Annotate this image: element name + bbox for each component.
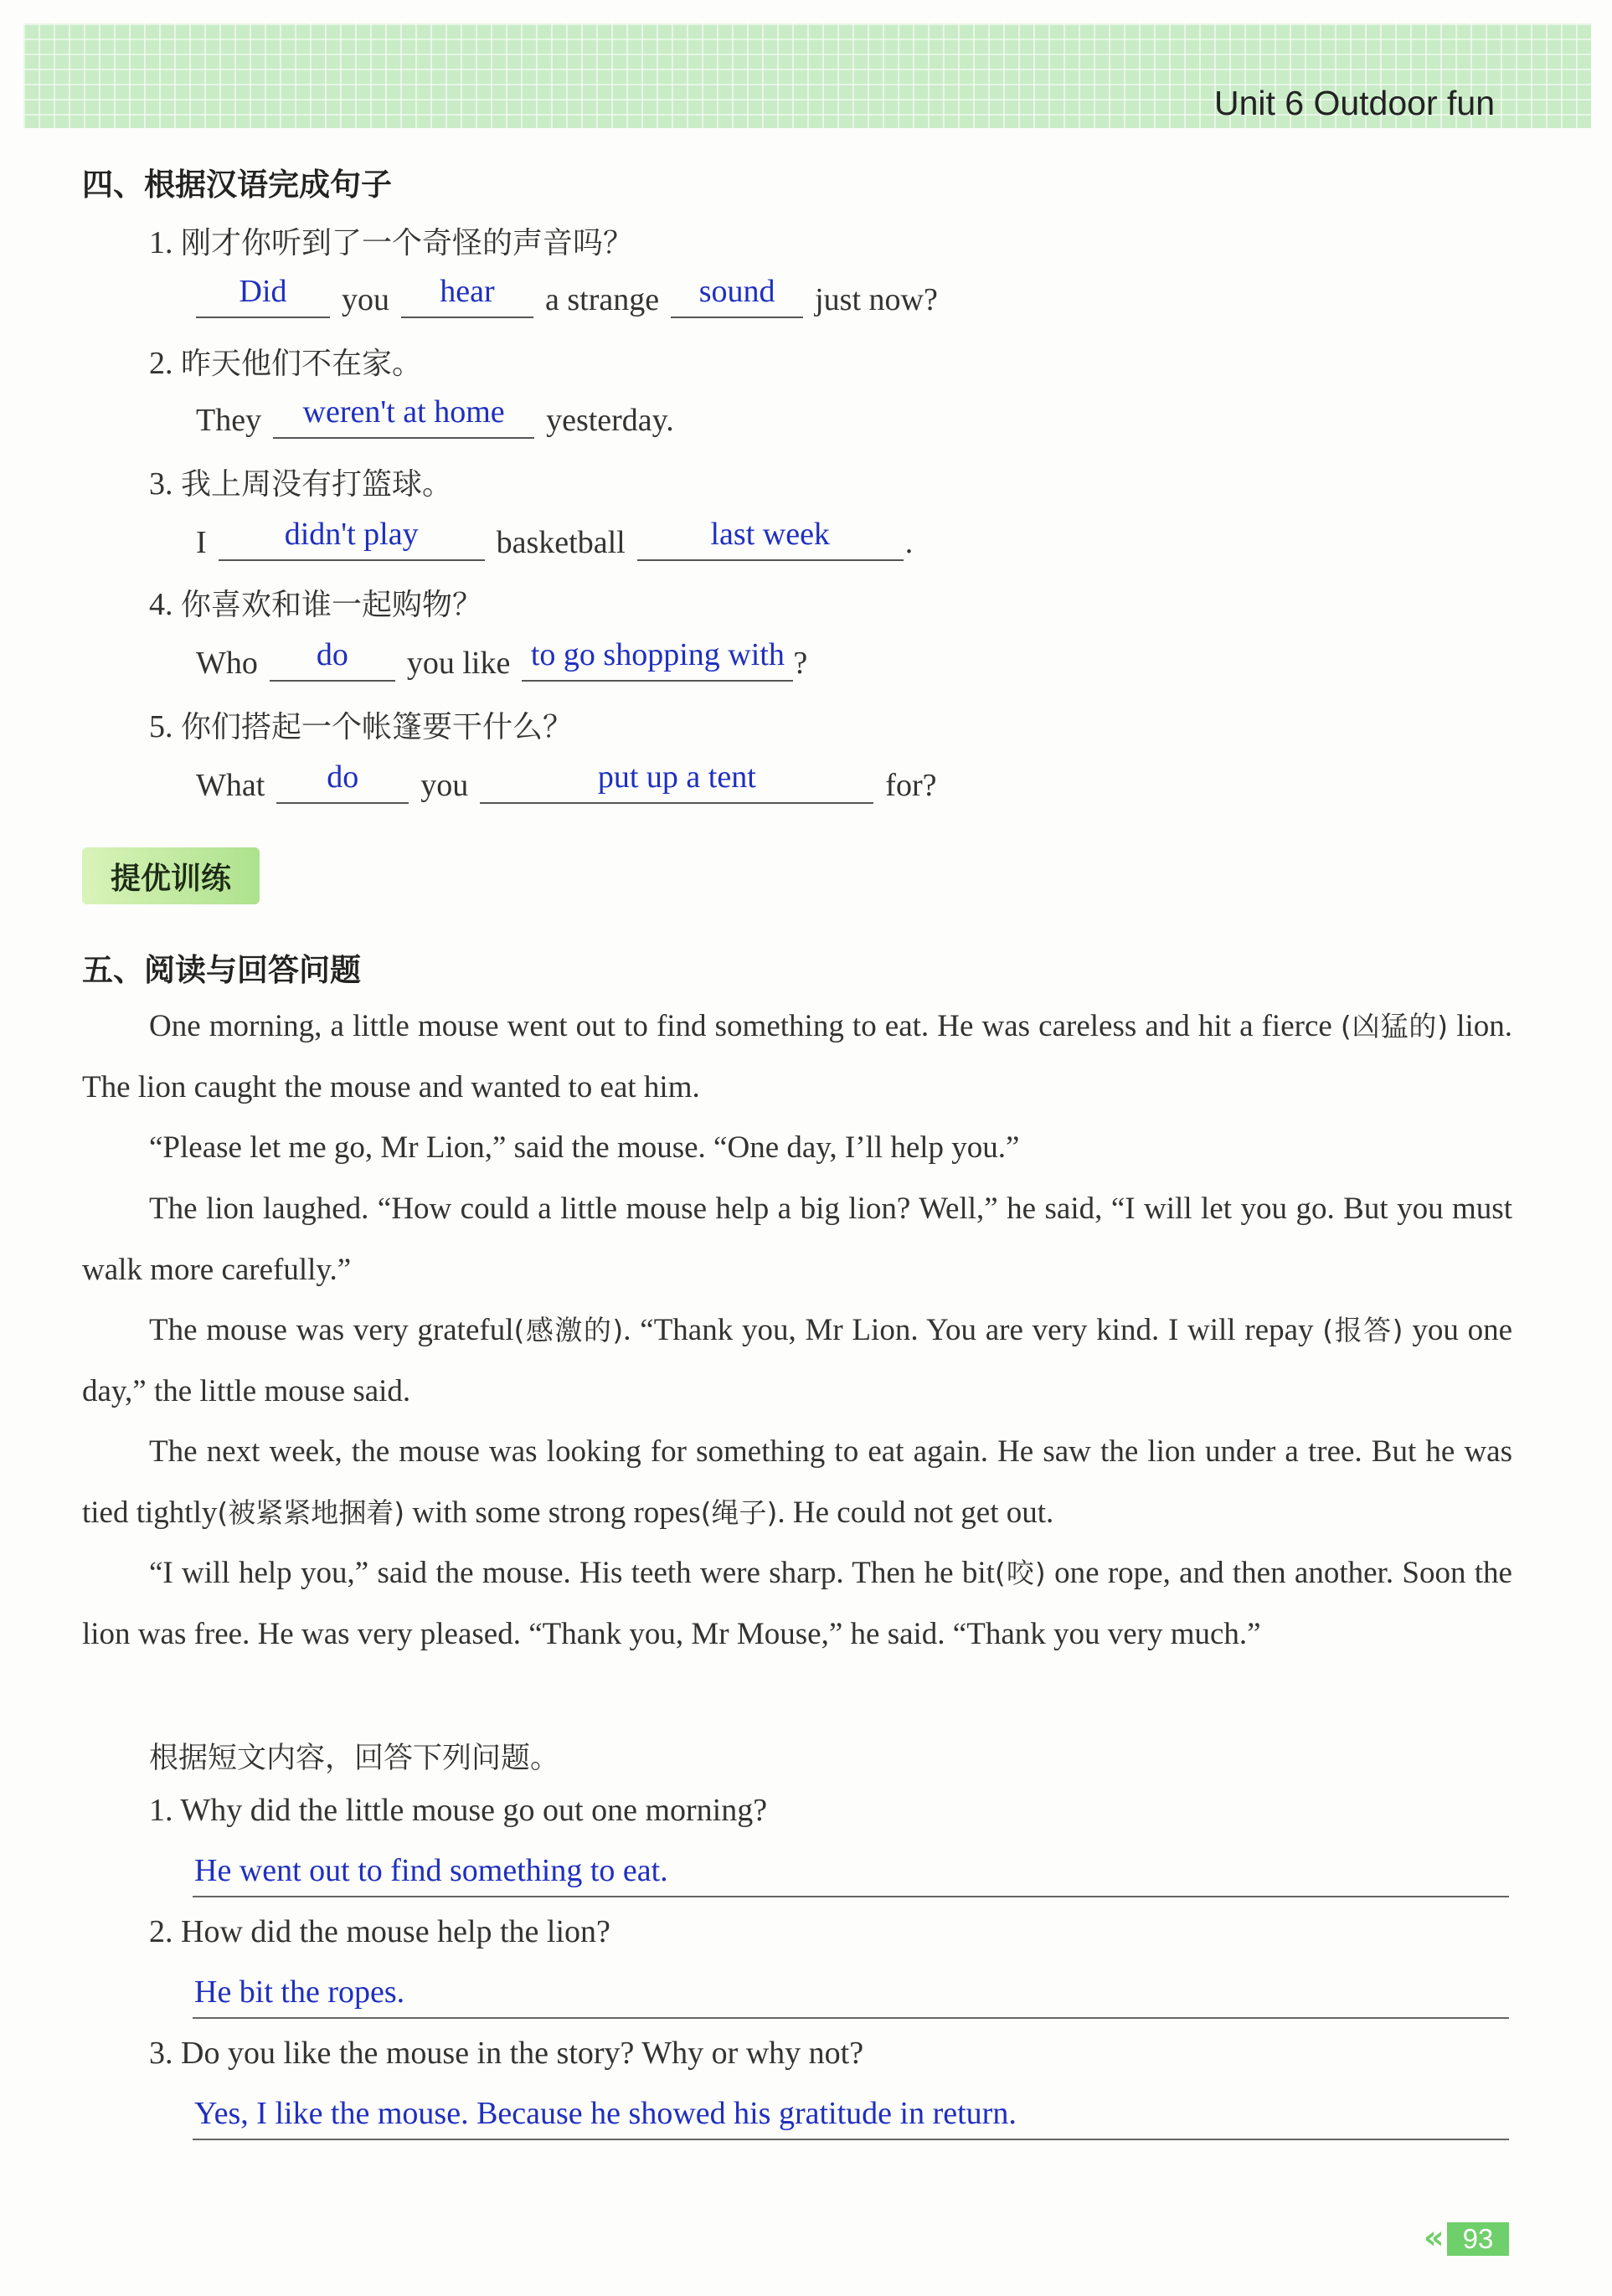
item1-text-3: just now?: [815, 282, 938, 317]
item3-number: 3.: [149, 466, 173, 502]
para3-text: The lion laughed. “How could a little mouse help a big lion? Well,” he said, “I will let you go. But you must walk more carefully.”: [82, 1192, 1512, 1287]
item2-text-1: They: [196, 403, 262, 438]
item3-blank-2[interactable]: [637, 519, 904, 561]
para5-gloss-2: (绳子): [700, 1495, 778, 1529]
question3-text: Do you like the mouse in the story? Why or why not?: [181, 2036, 864, 2071]
unit-title: Unit 6 Outdoor fun: [1213, 84, 1495, 122]
para5-gloss-1: (被紧紧地捆着): [217, 1495, 405, 1529]
section4-heading: 四、根据汉语完成句子: [82, 167, 392, 203]
item3-sentence: [196, 519, 913, 561]
para4-gloss-2: (报答): [1322, 1314, 1403, 1346]
story-paragraph-5: [82, 1422, 1512, 1543]
item1-blank-2[interactable]: [401, 276, 533, 318]
item5-sentence: [196, 759, 937, 804]
item4-blank-1[interactable]: [270, 637, 395, 682]
item3-answer-1: didn't play: [284, 517, 419, 552]
page-number: 93: [1447, 2222, 1509, 2256]
story-paragraph-3: [82, 1179, 1512, 1300]
para1-text-b: lion. The lion caught the mouse and wanted to eat him.: [82, 1009, 1513, 1104]
instruction: 根据短文内容，回答下列问题。: [149, 1742, 560, 1775]
item2-text-2: yesterday.: [546, 403, 674, 438]
para1-text-a: One morning, a little mouse went out to find something to eat. He was careless and hit a fierce: [149, 1009, 1341, 1043]
answer-1: He went out to find something to eat.: [194, 1853, 668, 1888]
answer-line-3[interactable]: [193, 2087, 1509, 2140]
answer-line-1[interactable]: [193, 1844, 1509, 1897]
item5-number: 5.: [149, 709, 173, 744]
item1-answer-1: Did: [239, 274, 287, 309]
item4-answer-1: do: [316, 637, 348, 672]
item5-text-3: for?: [885, 768, 937, 803]
item3-text-3: .: [904, 525, 914, 560]
para4-text-a: The mouse was very grateful: [149, 1313, 514, 1347]
answer-3: Yes, I like the mouse. Because he showed his gratitude in return.: [194, 2096, 1017, 2131]
question2-number: 2.: [149, 1914, 173, 1949]
item2-prompt: [149, 340, 422, 383]
para1-gloss: (凶猛的): [1340, 1010, 1449, 1042]
para6-text-b: one rope, and then another. Soon the lion was free. He was very pleased. “Thank you, Mr Mouse,” he said. “Thank you very much.”: [82, 1556, 1512, 1651]
para4-text-b: . “Thank you, Mr Lion. You are very kind. I will repay: [623, 1313, 1323, 1347]
item1-prompt: [149, 219, 633, 262]
item4-number: 4.: [149, 587, 173, 622]
item4-answer-2: to go shopping with: [530, 637, 785, 672]
item5-prompt: [149, 703, 573, 746]
section5-heading: 五、阅读与回答问题: [82, 952, 361, 988]
para5-text-a: The next week, the mouse was looking for something to eat again. He saw the lion under a tree. But he was tied tightly: [82, 1434, 1512, 1530]
para6-text-a: “I will help you,” said the mouse. His teeth were sharp. Then he bit: [149, 1556, 995, 1590]
item3-prompt: [149, 461, 452, 503]
training-banner: 提优训练: [82, 847, 260, 904]
item1-answer-2: hear: [440, 274, 495, 309]
item1-number: 1.: [149, 225, 173, 260]
item3-blank-1[interactable]: [219, 519, 485, 561]
story-paragraph-1: [82, 996, 1512, 1118]
item4-prompt: [149, 581, 482, 624]
question-3: [149, 2035, 863, 2072]
item1-text-1: you: [342, 282, 389, 317]
item2-number: 2.: [149, 346, 173, 381]
story-paragraph-6: [82, 1543, 1512, 1665]
question3-number: 3.: [149, 2036, 173, 2071]
question1-text: Why did the little mouse go out one morning?: [180, 1793, 768, 1828]
para5-text-b: with some strong ropes: [404, 1495, 701, 1530]
answer-line-2[interactable]: [193, 1965, 1509, 2019]
item5-answer-1: do: [327, 759, 359, 795]
para4-gloss-1: (感激的): [513, 1314, 624, 1346]
item5-text-1: What: [196, 768, 265, 803]
item3-text-1: I: [196, 525, 207, 560]
para6-gloss: (咬): [994, 1557, 1046, 1589]
item2-answer-1: weren't at home: [302, 394, 505, 430]
item4-text-2: you like: [406, 646, 511, 681]
item5-text-2: you: [420, 768, 469, 803]
para2-text: “Please let me go, Mr Lion,” said the mouse. “One day, I’ll help you.”: [149, 1130, 1020, 1165]
para5-text-c: . He could not get out.: [777, 1495, 1054, 1530]
item4-text-1: Who: [196, 646, 258, 681]
item1-chinese: 刚才你听到了一个奇怪的声音吗？: [181, 226, 634, 260]
question1-number: 1.: [149, 1793, 173, 1828]
item3-answer-2: last week: [710, 517, 830, 552]
item5-blank-2[interactable]: [480, 759, 873, 804]
item1-blank-1[interactable]: [196, 276, 330, 318]
item2-sentence: [196, 394, 674, 439]
item3-text-2: basketball: [496, 525, 626, 560]
item5-blank-1[interactable]: [276, 759, 409, 804]
item1-blank-3[interactable]: [671, 276, 803, 318]
question-2: [149, 1913, 610, 1950]
page-arrows-icon: «: [1424, 2219, 1445, 2256]
item5-chinese: 你们搭起一个帐篷要干什么？: [181, 710, 574, 744]
item3-chinese: 我上周没有打篮球。: [181, 467, 453, 502]
item2-blank-1[interactable]: [273, 394, 534, 439]
item1-sentence: [186, 276, 938, 318]
item4-blank-2[interactable]: [522, 637, 793, 682]
item5-answer-2: put up a tent: [597, 759, 756, 795]
item2-chinese: 昨天他们不在家。: [181, 347, 423, 381]
answer-2: He bit the ropes.: [194, 1974, 405, 2010]
para4-text-c: you one day,” the little mouse said.: [82, 1313, 1512, 1408]
story-paragraph-2: [82, 1118, 1512, 1179]
item1-text-2: a strange: [545, 282, 660, 317]
item4-chinese: 你喜欢和谁一起购物？: [181, 588, 483, 622]
question-1: [149, 1792, 767, 1829]
story-paragraph-4: [82, 1300, 1512, 1422]
item1-answer-3: sound: [698, 274, 775, 309]
item4-text-3: ?: [793, 646, 808, 681]
item4-sentence: [196, 637, 808, 682]
question2-text: How did the mouse help the lion?: [181, 1914, 610, 1949]
